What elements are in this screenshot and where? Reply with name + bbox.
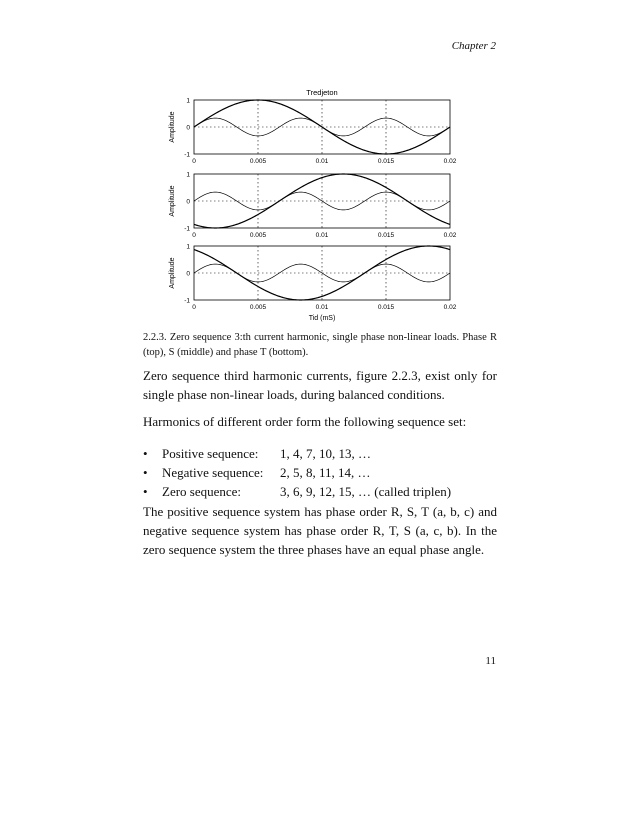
y-tick-label: 0 — [186, 198, 190, 206]
chapter-header: Chapter 2 — [451, 40, 496, 52]
x-tick-label: 0.015 — [377, 158, 395, 165]
list-item — [143, 482, 497, 501]
x-tick-label: 0.01 — [315, 158, 329, 165]
x-tick-label: 0.02 — [443, 304, 457, 311]
y-tick-label: -1 — [184, 297, 190, 305]
bullet-icon: • — [143, 465, 148, 480]
sequence-values: 2, 5, 8, 11, 14, … — [280, 465, 371, 480]
subplot-T — [194, 246, 450, 300]
x-tick-label: 0.005 — [249, 232, 267, 239]
list-item — [143, 463, 497, 482]
figure-caption: 2.2.3. Zero sequence 3:th current harmonic, single phase non-linear loads. Phase R (top), S (middle) and phase T (bottom). — [143, 332, 497, 358]
x-tick-label: 0.015 — [377, 304, 395, 311]
bullet-icon: • — [143, 484, 148, 499]
paragraph-zero-sequence: Zero sequence third harmonic currents, figure 2.2.3, exist only for single phase non-linear loads, during balanced conditions. — [143, 368, 497, 402]
y-tick-label: 1 — [186, 171, 190, 179]
y-tick-label: 1 — [186, 97, 190, 105]
subplot-R — [194, 100, 450, 154]
y-axis-label: Amplitude — [169, 257, 176, 289]
sequence-values: 1, 4, 7, 10, 13, … — [280, 446, 371, 461]
x-tick-label: 0 — [192, 232, 196, 239]
bullet-icon: • — [143, 446, 148, 461]
sequence-label: Zero sequence: — [162, 484, 242, 499]
y-tick-label: 1 — [186, 243, 190, 251]
x-tick-label: 0.015 — [377, 232, 395, 239]
sequence-label: Negative sequence: — [162, 465, 264, 480]
y-axis-label: Amplitude — [169, 185, 176, 217]
y-tick-label: -1 — [184, 151, 190, 159]
y-tick-label: -1 — [184, 225, 190, 233]
chart-title: Tredjeton — [306, 88, 338, 97]
y-tick-label: 0 — [186, 270, 190, 278]
x-tick-label: 0 — [192, 158, 196, 165]
x-axis-label: Tid (mS) — [308, 315, 336, 322]
y-tick-label: 0 — [186, 124, 190, 132]
sequence-list — [143, 444, 497, 501]
x-tick-label: 0.01 — [315, 304, 329, 311]
x-tick-label: 0.01 — [315, 232, 329, 239]
paragraph-phase-order: The positive sequence system has phase order R, S, T (a, b, c) and negative sequence system has phase order R, T, S (a, c, b). In the zero sequence system the three phases have an equal phase angle. — [143, 504, 497, 557]
x-tick-label: 0.02 — [443, 158, 457, 165]
list-item — [143, 444, 497, 463]
sequence-values: 3, 6, 9, 12, 15, … (called triplen) — [280, 484, 452, 499]
x-tick-label: 0.005 — [249, 304, 267, 311]
page-number: 11 — [485, 655, 496, 667]
harmonics-figure — [160, 84, 480, 324]
paragraph-sequence-intro: Harmonics of different order form the following sequence set: — [143, 414, 467, 429]
subplot-S — [194, 174, 450, 228]
y-axis-label: Amplitude — [169, 111, 176, 143]
sequence-label: Positive sequence: — [162, 446, 259, 461]
x-tick-label: 0 — [192, 304, 196, 311]
x-tick-label: 0.02 — [443, 232, 457, 239]
x-tick-label: 0.005 — [249, 158, 267, 165]
